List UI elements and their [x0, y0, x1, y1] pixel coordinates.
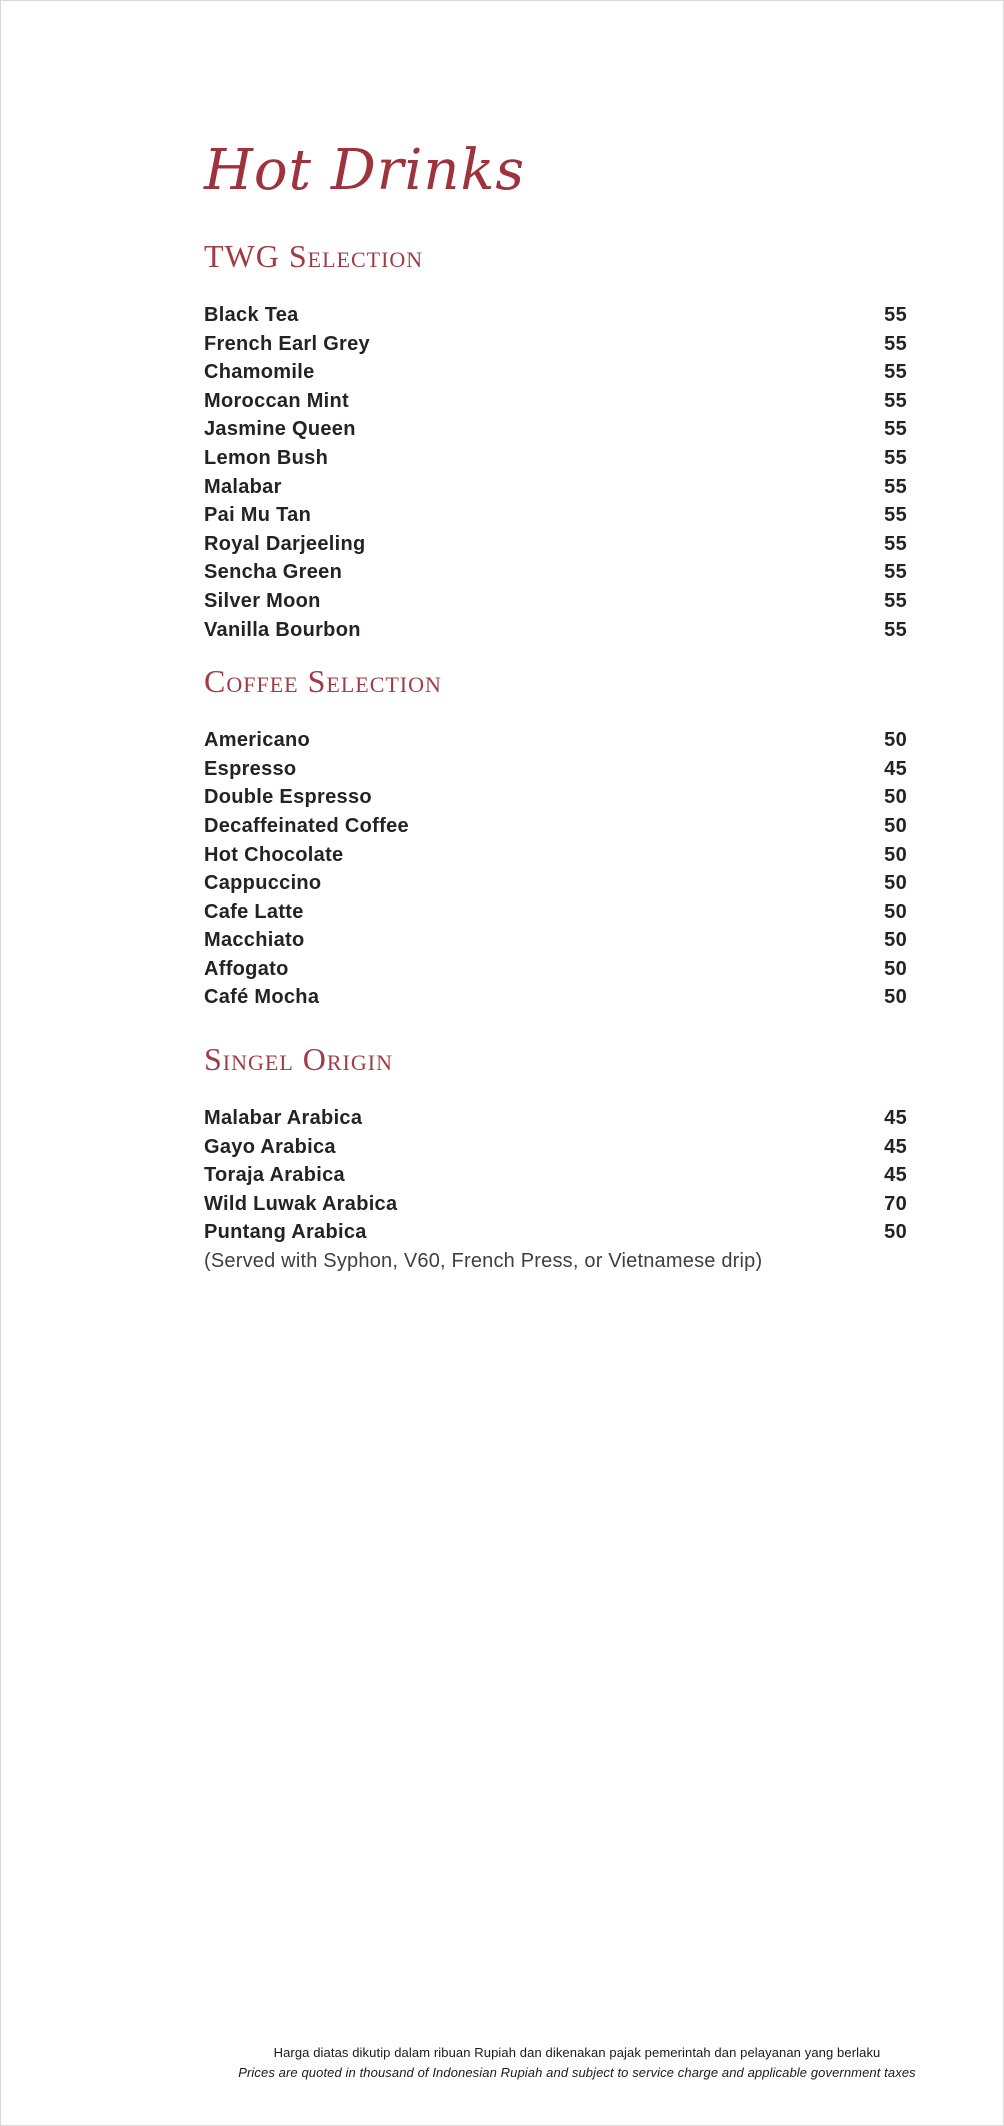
item-name: Hot Chocolate	[204, 843, 344, 866]
item-price: 50	[884, 900, 907, 923]
item-name: Americano	[204, 729, 311, 752]
item-name: Jasmine Queen	[204, 418, 356, 441]
menu-item-row	[204, 898, 907, 927]
item-price: 50	[884, 929, 907, 952]
menu-item-row	[204, 726, 907, 755]
menu-item-row	[204, 841, 907, 870]
item-name: Toraja Arabica	[204, 1164, 345, 1187]
section-items	[204, 726, 907, 1012]
item-name: Cappuccino	[204, 872, 322, 895]
footer-note-indonesian: Harga diatas dikutip dalam ribuan Rupiah dan dikenakan pajak pemerintah dan pelayanan yang berlaku	[273, 2045, 881, 2060]
menu-item-row	[204, 473, 907, 502]
item-name: Cafe Latte	[204, 900, 304, 923]
menu-item-row	[204, 1104, 907, 1133]
menu-item-row	[204, 1218, 907, 1247]
item-price: 45	[884, 1107, 907, 1130]
menu-item-row	[204, 444, 907, 473]
item-price: 50	[884, 786, 907, 809]
menu-item-row	[204, 616, 907, 645]
item-price: 55	[884, 504, 907, 527]
menu-item-row	[204, 926, 907, 955]
section-items	[204, 1104, 907, 1247]
item-price: 55	[884, 532, 907, 555]
item-name: Lemon Bush	[204, 446, 329, 469]
menu-item-row	[204, 1161, 907, 1190]
item-price: 55	[884, 361, 907, 384]
item-price: 50	[884, 872, 907, 895]
menu-item-row	[204, 330, 907, 359]
section-header: Coffee Selection	[204, 663, 442, 700]
item-name: Black Tea	[204, 304, 299, 326]
item-name: Macchiato	[204, 929, 305, 952]
menu-item-row	[204, 587, 907, 616]
item-price: 55	[884, 418, 907, 441]
item-name: French Earl Grey	[204, 332, 370, 355]
menu-item-row	[204, 501, 907, 530]
item-name: Espresso	[204, 757, 297, 780]
item-price: 50	[884, 843, 907, 866]
item-name: Royal Darjeeling	[204, 532, 366, 555]
menu-item-row	[204, 415, 907, 444]
section-header: Singel Origin	[204, 1041, 393, 1078]
item-name: Decaffeinated Coffee	[204, 814, 409, 837]
item-price: 55	[884, 618, 907, 641]
section-note: (Served with Syphon, V60, French Press, or Vietnamese drip)	[204, 1250, 763, 1273]
item-price: 70	[884, 1192, 907, 1215]
item-price: 55	[884, 589, 907, 612]
menu-item-row	[204, 1190, 907, 1219]
footer	[149, 2043, 1004, 2083]
item-name: Pai Mu Tan	[204, 504, 312, 527]
menu-item-row	[204, 783, 907, 812]
item-name: Chamomile	[204, 361, 315, 384]
item-name: Silver Moon	[204, 589, 321, 612]
page-title: Hot Drinks	[204, 138, 526, 203]
item-price: 55	[884, 304, 907, 326]
item-price: 50	[884, 957, 907, 980]
menu-item-row	[204, 387, 907, 416]
item-price: 55	[884, 446, 907, 469]
item-price: 50	[884, 814, 907, 837]
menu-item-row	[204, 955, 907, 984]
menu-item-row	[204, 558, 907, 587]
menu-sections	[204, 238, 907, 1276]
menu-item-row	[204, 358, 907, 387]
section-items	[204, 301, 907, 644]
menu-section	[204, 663, 907, 1012]
item-price: 45	[884, 1135, 907, 1158]
item-name: Vanilla Bourbon	[204, 618, 361, 641]
item-name: Malabar Arabica	[204, 1107, 363, 1130]
menu-section	[204, 238, 907, 644]
item-price: 55	[884, 475, 907, 498]
menu-item-row	[204, 983, 907, 1012]
menu-item-row	[204, 869, 907, 898]
item-price: 45	[884, 1164, 907, 1187]
menu-item-row	[204, 301, 907, 330]
item-name: Sencha Green	[204, 561, 343, 584]
section-header: TWG Selection	[204, 238, 424, 274]
footer-note-english: Prices are quoted in thousand of Indonesian Rupiah and subject to service charge and applicable government taxes	[238, 2065, 916, 2080]
item-price: 45	[884, 757, 907, 780]
menu-item-row	[204, 755, 907, 784]
item-name: Affogato	[204, 957, 289, 980]
item-price: 55	[884, 389, 907, 412]
item-name: Malabar	[204, 475, 282, 498]
item-name: Wild Luwak Arabica	[204, 1192, 398, 1215]
menu-item-row	[204, 530, 907, 559]
menu-content	[204, 1, 907, 1276]
item-name: Gayo Arabica	[204, 1135, 336, 1158]
item-price: 50	[884, 729, 907, 752]
item-name: Puntang Arabica	[204, 1221, 367, 1244]
item-price: 55	[884, 561, 907, 584]
item-name: Café Mocha	[204, 986, 320, 1009]
menu-item-row	[204, 812, 907, 841]
menu-section	[204, 1041, 907, 1276]
item-name: Double Espresso	[204, 786, 372, 809]
item-name: Moroccan Mint	[204, 389, 350, 412]
item-price: 50	[884, 1221, 907, 1244]
item-price: 50	[884, 986, 907, 1009]
menu-item-row	[204, 1133, 907, 1162]
item-price: 55	[884, 332, 907, 355]
